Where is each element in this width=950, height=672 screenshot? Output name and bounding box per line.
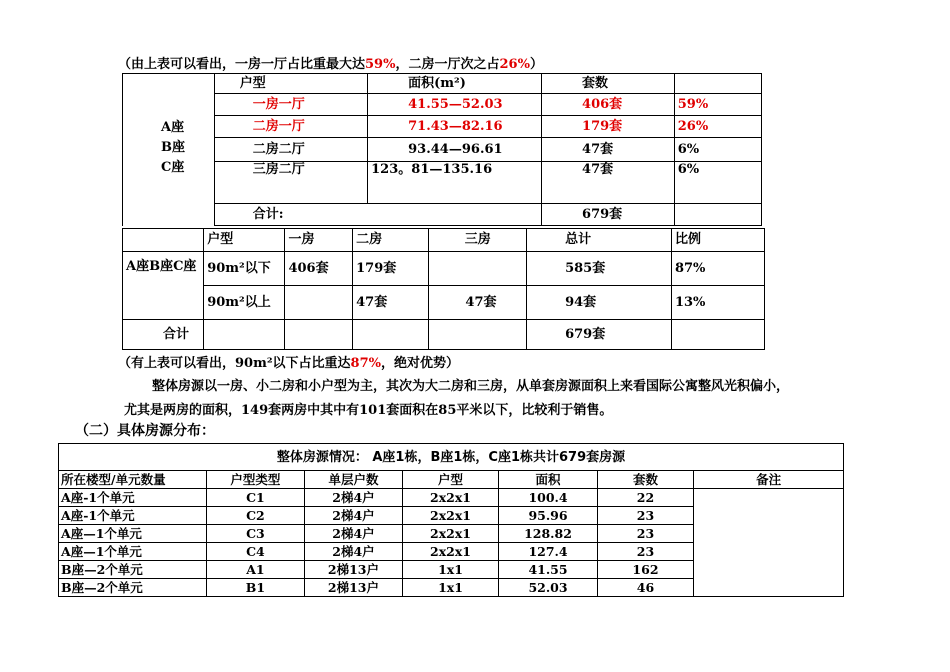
section-title: （二）具体房源分布： (75, 423, 215, 439)
total-row (123, 204, 762, 226)
row-units: 406套 (542, 94, 675, 116)
row-units: 47套 (542, 162, 675, 204)
cell-area: 95.96 (499, 507, 598, 525)
cell-building: A座-1个单元 (59, 489, 207, 507)
unit-type-table (122, 73, 762, 226)
cell-area: 52.03 (499, 579, 598, 597)
row-area: 123。81—135.16 (368, 162, 542, 204)
cell-layout: 2x2x1 (402, 489, 499, 507)
row-units: 179套 (542, 116, 675, 138)
header-count: 套数 (597, 471, 693, 489)
cell-area: 100.4 (499, 489, 598, 507)
building-cell (123, 74, 215, 226)
cell-area: 127.4 (499, 543, 598, 561)
row-area: 41.55—52.03 (368, 94, 542, 116)
header-units: 套数 (542, 74, 675, 94)
row-ratio: 59% (674, 94, 761, 116)
header-ratio (674, 74, 761, 94)
building-cell: A座B座C座 (123, 252, 204, 320)
header-ratio: 比例 (671, 229, 764, 252)
cell-layout: 1x1 (402, 561, 499, 579)
cell-count: 23 (597, 507, 693, 525)
note-middle-text: （有上表可以看出，90m²以下占比重达 (118, 356, 351, 371)
table-title: 整体房源情况： A座1栋，B座1栋，C座1栋共计679套房源 (59, 444, 844, 471)
cell-area: 128.82 (499, 525, 598, 543)
row-two: 47套 (353, 286, 429, 320)
note-top-text: （由上表可以看出，一房一厅占比重最大达 (118, 57, 366, 72)
summary-line-2: 尤其是两房的面积，149套两房中其中有101套面积在85平米以下，比较利于销售。 (124, 403, 613, 418)
total-ratio (674, 204, 761, 226)
cell-building: A座—1个单元 (59, 525, 207, 543)
note-middle-value: 87% (350, 356, 381, 371)
cell-per-floor: 2梯13户 (305, 579, 403, 597)
row-type: 90m²以下 (204, 252, 285, 286)
cell-per-floor: 2梯4户 (305, 525, 403, 543)
cell-count: 23 (597, 525, 693, 543)
row-area: 71.43—82.16 (368, 116, 542, 138)
table-row (123, 286, 765, 320)
note-middle (118, 352, 459, 371)
cell-unit-type: A1 (206, 561, 305, 579)
cell-layout: 2x2x1 (402, 543, 499, 561)
row-ratio: 13% (671, 286, 764, 320)
cell-building: B座—2个单元 (59, 579, 207, 597)
table-row (59, 489, 844, 507)
cell-unit-type: C1 (206, 489, 305, 507)
header-type: 户型 (214, 74, 367, 94)
cell-count: 162 (597, 561, 693, 579)
note-top (118, 53, 543, 72)
summary-line-1: 整体房源以一房、小二房和小户型为主，其次为大二房和三房，从单套房源面积上来看国际公寓整风光积偏小， (152, 379, 790, 394)
cell-count: 22 (597, 489, 693, 507)
cell-building: A座-1个单元 (59, 507, 207, 525)
cell-per-floor: 2梯4户 (305, 489, 403, 507)
corner-cell (123, 229, 204, 252)
note-top-suffix: ） (529, 57, 543, 72)
row-three: 47套 (429, 286, 527, 320)
note-top-value2: 26% (499, 57, 530, 72)
row-total: 94套 (527, 286, 672, 320)
header-per-floor: 单层户数 (305, 471, 403, 489)
header-two: 二房 (353, 229, 429, 252)
row-one (285, 286, 353, 320)
cell-layout: 2x2x1 (402, 525, 499, 543)
cell-unit-type: B1 (206, 579, 305, 597)
total-row (123, 320, 765, 350)
header-one: 一房 (285, 229, 353, 252)
table-row (123, 116, 762, 138)
total-label: 合计: (214, 204, 541, 226)
building-b: B座 (161, 139, 185, 155)
table-row (123, 94, 762, 116)
row-type: 三房二厅 (214, 162, 367, 204)
cell-per-floor: 2梯4户 (305, 543, 403, 561)
row-type: 二房一厅 (214, 116, 367, 138)
cell-layout: 1x1 (402, 579, 499, 597)
cell-count: 23 (597, 543, 693, 561)
cell-unit-type: C3 (206, 525, 305, 543)
total-label: 合计 (123, 320, 204, 350)
size-split-table (122, 228, 765, 350)
row-type: 二房二厅 (214, 138, 367, 162)
header-remark: 备注 (694, 471, 844, 489)
note-top-value1: 59% (365, 57, 396, 72)
table-row (123, 252, 765, 286)
row-area: 93.44—96.61 (368, 138, 542, 162)
table-row (123, 138, 762, 162)
cell-count: 46 (597, 579, 693, 597)
row-two: 179套 (353, 252, 429, 286)
cell-unit-type: C4 (206, 543, 305, 561)
row-one: 406套 (285, 252, 353, 286)
cell-layout: 2x2x1 (402, 507, 499, 525)
row-type: 一房一厅 (214, 94, 367, 116)
cell-building: B座—2个单元 (59, 561, 207, 579)
cell-area: 41.55 (499, 561, 598, 579)
header-layout: 户型 (402, 471, 499, 489)
row-three (429, 252, 527, 286)
building-a: A座 (161, 119, 185, 135)
header-building: 所在楼型/单元数量 (59, 471, 207, 489)
total-units: 679套 (542, 204, 675, 226)
header-area: 面积(m²) (368, 74, 542, 94)
header-type: 户型 (204, 229, 285, 252)
row-units: 47套 (542, 138, 675, 162)
row-total: 585套 (527, 252, 672, 286)
table-row (123, 162, 762, 204)
cell-building: A座—1个单元 (59, 543, 207, 561)
header-unit-type: 户型类型 (206, 471, 305, 489)
cell-unit-type: C2 (206, 507, 305, 525)
cell-remark (694, 489, 844, 597)
header-total: 总计 (527, 229, 672, 252)
row-type: 90m²以上 (204, 286, 285, 320)
row-ratio: 26% (674, 116, 761, 138)
row-ratio: 87% (671, 252, 764, 286)
total-value: 679套 (527, 320, 672, 350)
row-ratio: 6% (674, 138, 761, 162)
header-area: 面积 (499, 471, 598, 489)
cell-per-floor: 2梯4户 (305, 507, 403, 525)
note-middle-suffix: ，绝对优势） (381, 356, 460, 371)
unit-distribution-table (58, 443, 844, 597)
row-ratio: 6% (674, 162, 761, 204)
header-three: 三房 (429, 229, 527, 252)
building-c: C座 (161, 159, 185, 175)
cell-per-floor: 2梯13户 (305, 561, 403, 579)
note-top-mid: ，二房一厅次之占 (395, 57, 500, 72)
